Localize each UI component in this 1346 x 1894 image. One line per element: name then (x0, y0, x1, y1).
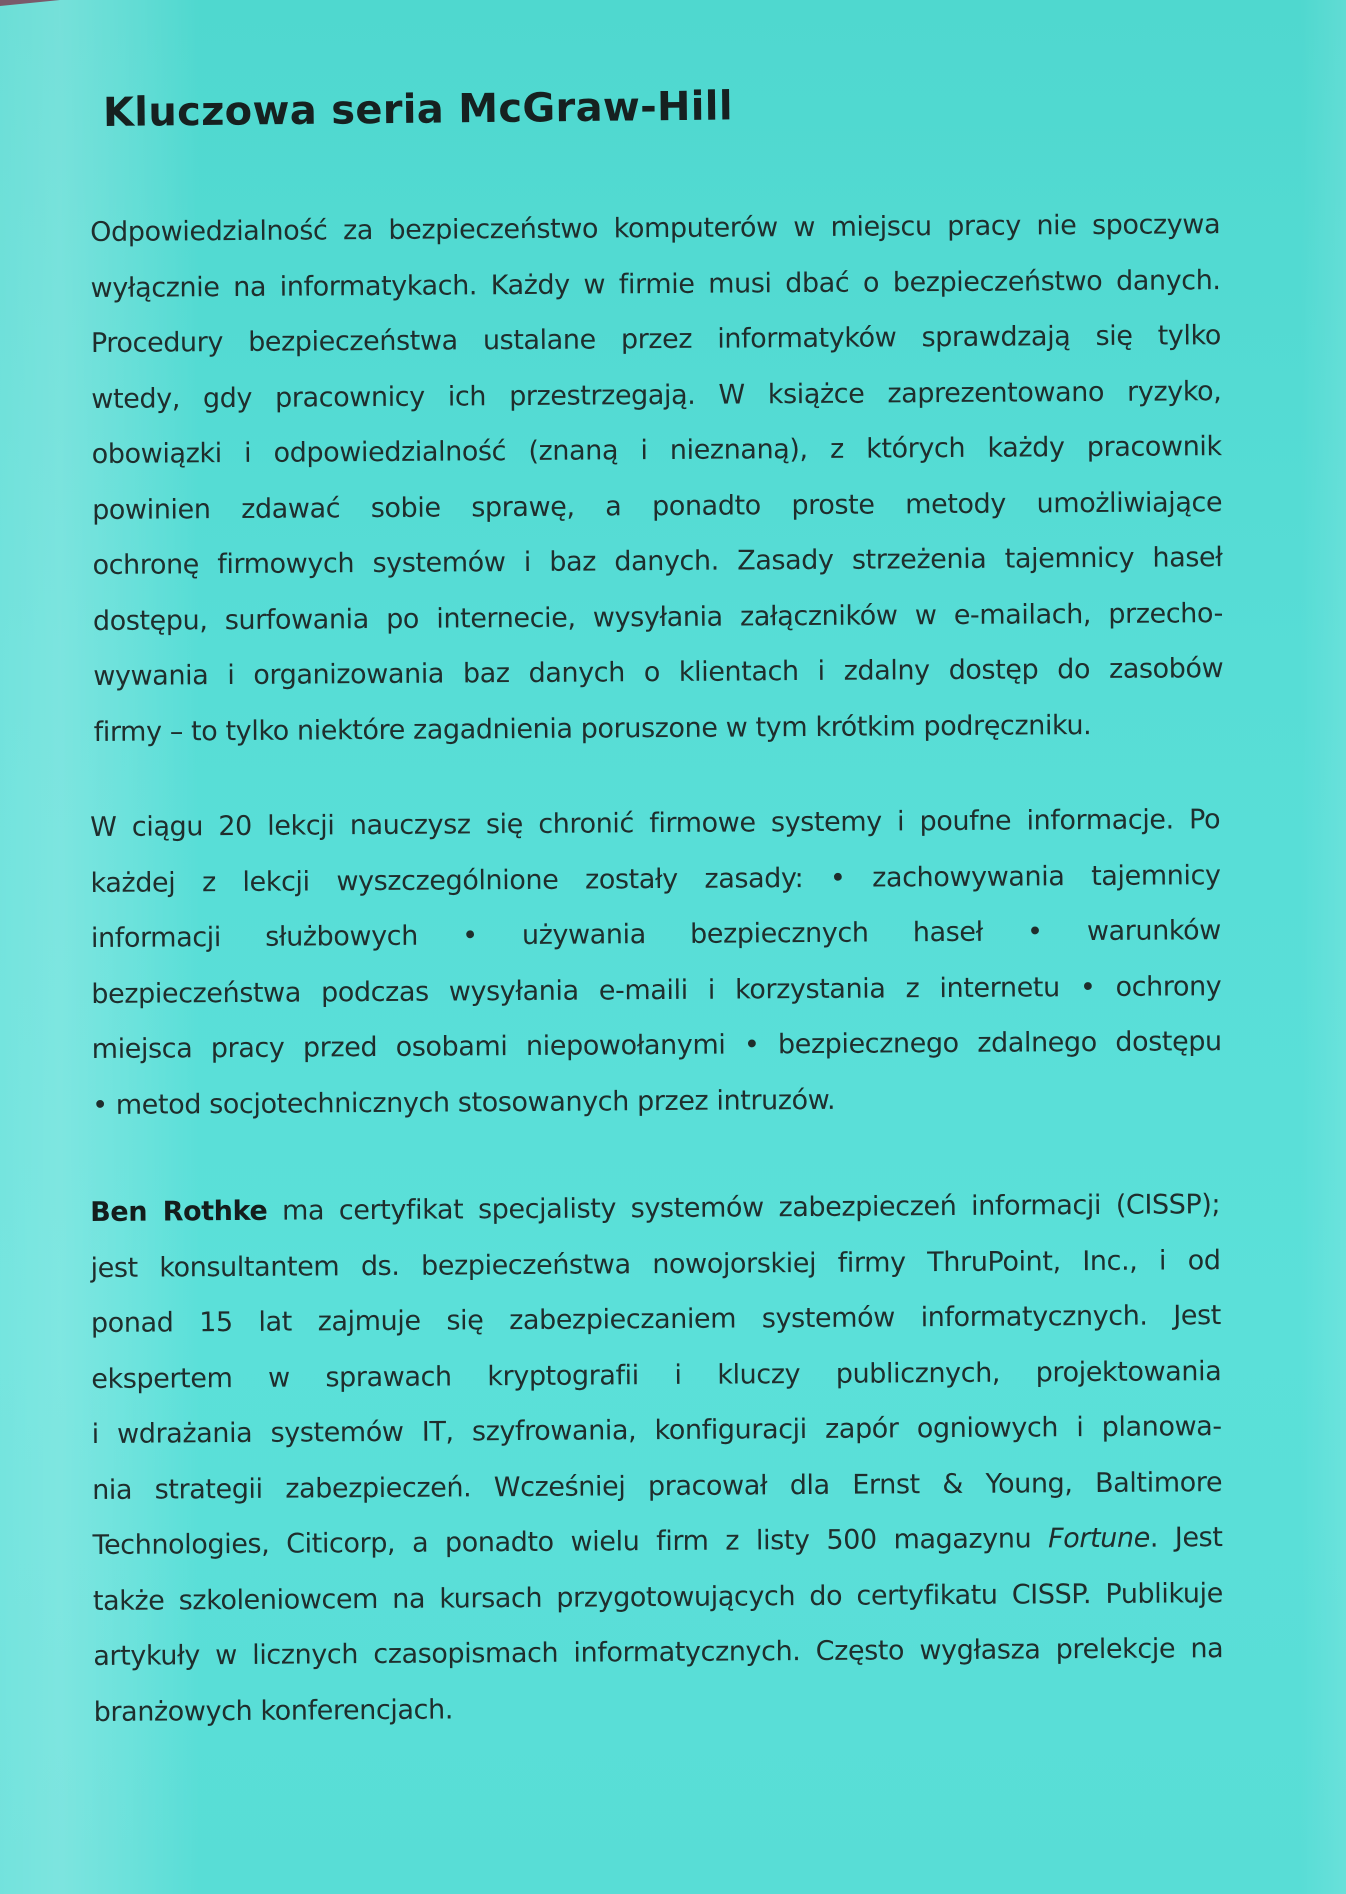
text-line: firmy – to tylko niektóre zagadnienia poruszone w tym krótkim podręczniku. (93, 709, 1092, 748)
text-line: W ciągu 20 lekcji nauczysz się chronić firmowe systemy i poufne informacje. Po (90, 804, 1221, 843)
author-name: Ben Rothke (90, 1195, 268, 1228)
lessons-paragraph (90, 792, 1222, 1133)
text-line: informacji służbowych • używania bezpiecznych haseł • warunków (90, 915, 1222, 954)
author-bio-paragraph (90, 1177, 1224, 1740)
text-fragment: . Jest (1149, 1522, 1223, 1554)
text-line: branżowych konferencjach. (93, 1693, 454, 1728)
text-line: każdej z lekcji wyszczególnione zostały zasady: • zachowywania tajemnicy (90, 859, 1221, 899)
text-line: Procedury bezpieczeństwa ustalane przez informatyków sprawdzają się tylko (90, 320, 1222, 359)
text-line: bezpieczeństwa podczas wysyłania e-maili i korzystania z internetu • ochrony (91, 970, 1222, 1010)
text-line: wywania i organizowania baz danych o klientach i zdalny dostęp do zasobów (93, 653, 1224, 692)
text-fragment: ma certyfikat specjalisty systemów zabezpieczeń informacji (CISSP); (281, 1189, 1221, 1227)
text-fragment: Technologies, Citicorp, a ponadto wielu firm z listy 500 magazynu (92, 1523, 1032, 1561)
page-corner-edge (0, 0, 60, 6)
text-line: ochronę firmowych systemów i baz danych. Zasady strzeżenia tajemnicy haseł (92, 542, 1223, 581)
text-line: dostępu, surfowania po internecie, wysyłania załączników w e-mailach, przecho- (92, 597, 1223, 637)
text-line: ekspertem w sprawach kryptografii i kluczy publicznych, projektowania (91, 1355, 1222, 1395)
book-description-paragraph (90, 197, 1224, 760)
text-line: ponad 15 lat zajmuje się zabezpieczaniem systemów informatycznych. Jest (90, 1300, 1222, 1339)
magazine-name: Fortune (1047, 1522, 1150, 1555)
text-line: • metod socjotechnicznych stosowanych przez intruzów. (92, 1084, 836, 1121)
text-line: także szkoleniowcem na kursach przygotowujących do certyfikatu CISSP. Publikuje (92, 1577, 1223, 1617)
text-line: i wdrażania systemów IT, szyfrowania, konfiguracji zapór ogniowych i planowa- (91, 1411, 1222, 1450)
text-line: Odpowiedzialność za bezpieczeństwo komputerów w miejscu pracy nie spoczywa (90, 209, 1221, 248)
text-line: wtedy, gdy pracownicy ich przestrzegają. W książce zaprezentowano ryzyko, (91, 375, 1222, 415)
text-line: jest konsultantem ds. bezpieczeństwa nowojorskiej firmy ThruPoint, Inc., i od (90, 1244, 1221, 1284)
text-line: miejsca pracy przed osobami niepowołanymi • bezpiecznego zdalnego dostępu (91, 1026, 1222, 1065)
author-bio-first-line (90, 1177, 1220, 1240)
text-line: powinien zdawać sobie sprawę, a ponadto proste metody umożliwiające (92, 486, 1223, 526)
fortune-line (92, 1510, 1222, 1573)
text-line: obowiązki i odpowiedzialność (znaną i nieznaną), z których każdy pracownik (91, 431, 1222, 470)
series-title: Kluczowa seria McGraw-Hill (102, 83, 734, 136)
text-line: wyłącznie na informatykach. Każdy w firmie musi dbać o bezpieczeństwo danych. (90, 264, 1221, 304)
text-line: artykuły w licznych czasopismach informatycznych. Często wygłasza prelekcje na (93, 1633, 1224, 1672)
text-line: nia strategii zabezpieczeń. Wcześniej pracował dla Ernst & Young, Baltimore (92, 1466, 1223, 1506)
